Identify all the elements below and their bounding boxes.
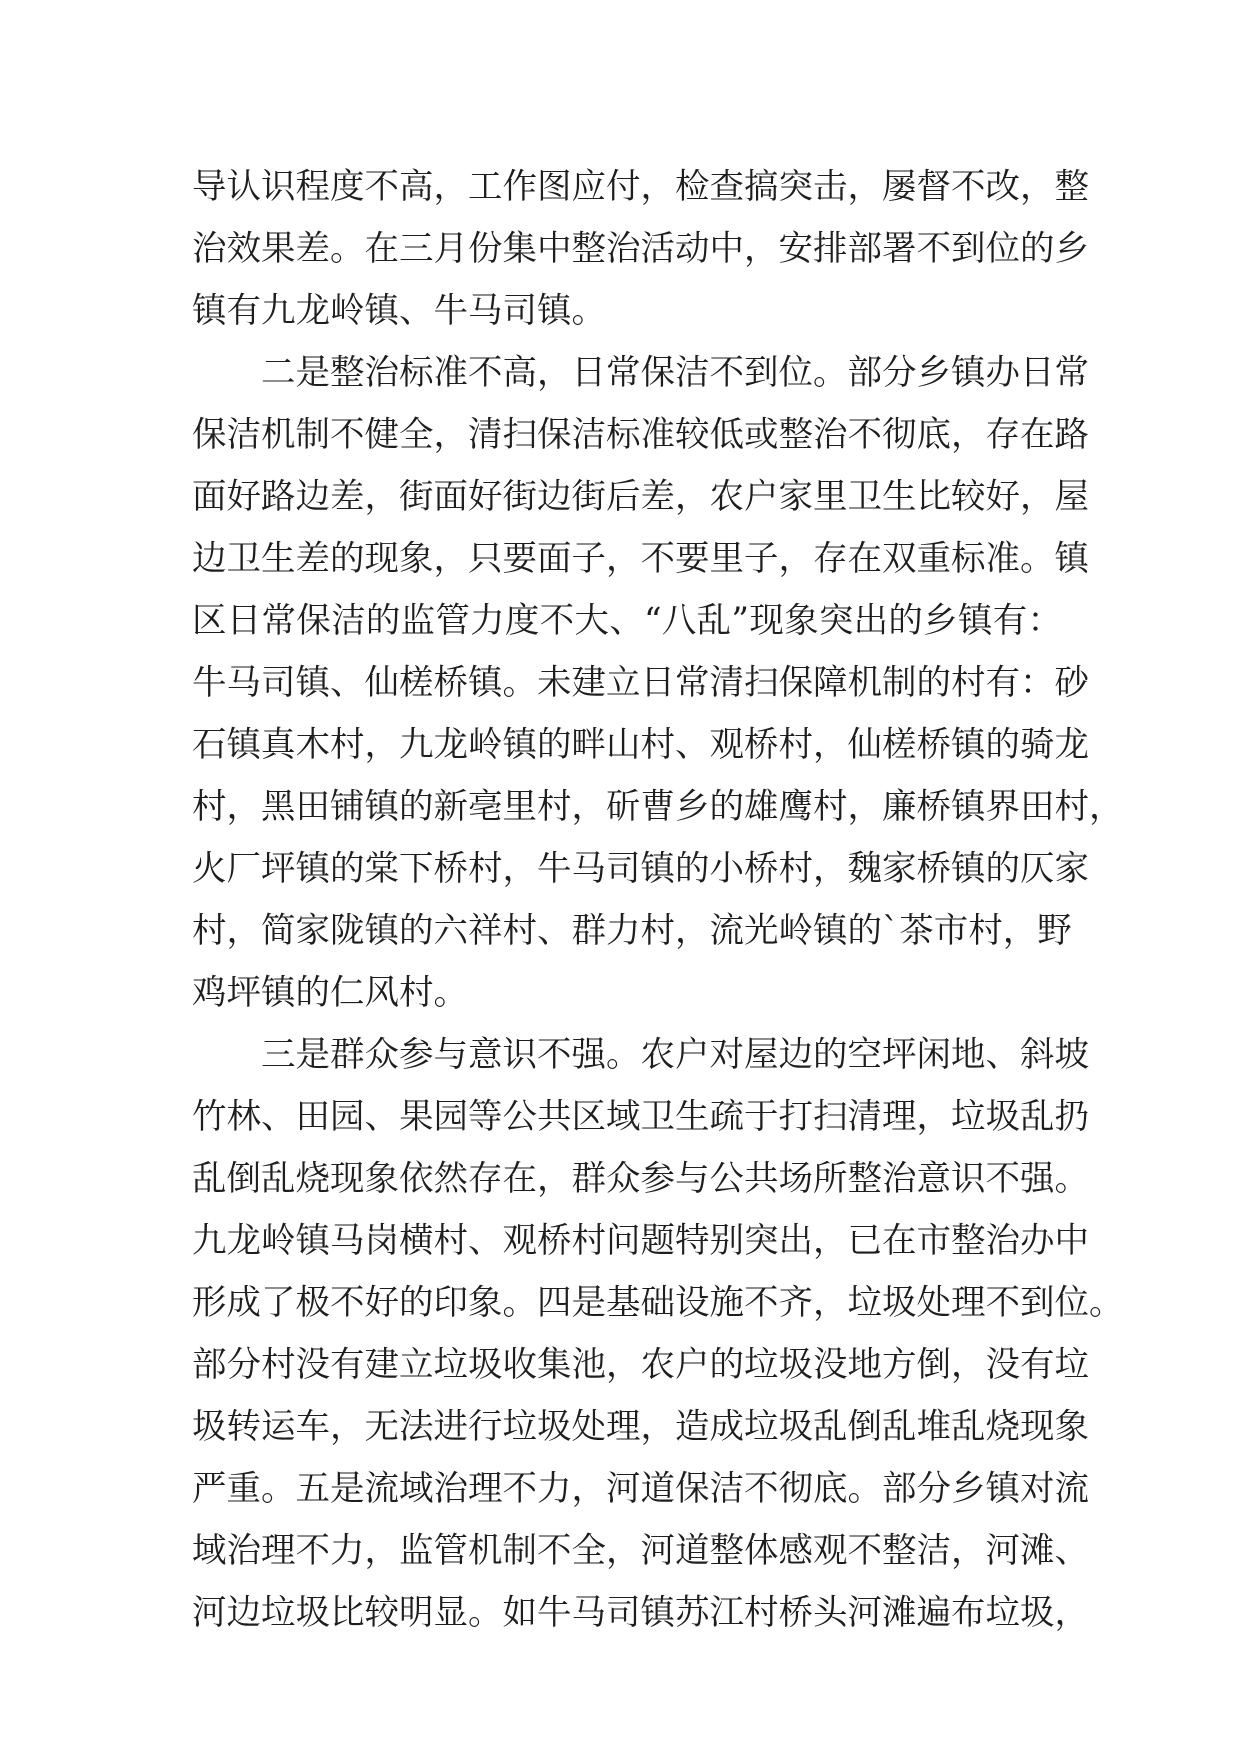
text-line: 面好路边差，街面好街边街后差，农户家里卫生比较好，屋	[192, 477, 1089, 517]
text-line: 九龙岭镇马岗横村、观桥村问题特别突出，已在市整治办中	[192, 1221, 1089, 1261]
document-body	[192, 156, 1124, 1644]
text-line: 鸡坪镇的仁风村。	[192, 973, 468, 1013]
text-line: 竹林、田园、果园等公共区域卫生疏于打扫清理，垃圾乱扔	[192, 1097, 1089, 1137]
text-line: 边卫生差的现象，只要面子，不要里子，存在双重标准。镇	[192, 539, 1089, 579]
text-line: 部分村没有建立垃圾收集池，农户的垃圾没地方倒，没有垃	[192, 1345, 1089, 1385]
text-line: 石镇真木村，九龙岭镇的畔山村、观桥村，仙槎桥镇的骑龙	[192, 725, 1089, 765]
text-line: 严重。五是流域治理不力，河道保洁不彻底。部分乡镇对流	[192, 1469, 1089, 1509]
text-line: 圾转运车，无法进行垃圾处理，造成垃圾乱倒乱堆乱烧现象	[192, 1407, 1089, 1447]
text-line: 区日常保洁的监管力度不大、“八乱”现象突出的乡镇有：	[192, 601, 1062, 641]
text-line: 乱倒乱烧现象依然存在，群众参与公共场所整治意识不强。	[192, 1159, 1089, 1199]
text-line: 牛马司镇、仙槎桥镇。未建立日常清扫保障机制的村有：砂	[192, 663, 1089, 703]
text-line: 河边垃圾比较明显。如牛马司镇苏江村桥头河滩遍布垃圾，	[192, 1593, 1089, 1633]
text-line: 形成了极不好的印象。四是基础设施不齐，垃圾处理不到位。	[192, 1283, 1124, 1323]
text-line: 治效果差。在三月份集中整治活动中，安排部署不到位的乡	[192, 229, 1089, 269]
text-line: 村，黑田铺镇的新亳里村，斫曹乡的雄鹰村，廉桥镇界田村，	[192, 787, 1124, 827]
text-line: 导认识程度不高，工作图应付，检查搞突击，屡督不改，整	[192, 167, 1089, 207]
text-line: 域治理不力，监管机制不全，河道整体感观不整洁，河滩、	[192, 1531, 1089, 1571]
paragraph-2-first-line: 二是整治标准不高，日常保洁不到位。部分乡镇办日常	[261, 353, 1089, 393]
paragraph-3-first-line: 三是群众参与意识不强。农户对屋边的空坪闲地、斜坡	[261, 1035, 1089, 1075]
text-line: 保洁机制不健全，清扫保洁标准较低或整治不彻底，存在路	[192, 415, 1089, 455]
text-line: 火厂坪镇的棠下桥村，牛马司镇的小桥村，魏家桥镇的仄家	[192, 849, 1089, 889]
text-line: 村，简家陇镇的六祥村、群力村，流光岭镇的`茶市村，野	[192, 911, 1072, 951]
text-line: 镇有九龙岭镇、牛马司镇。	[192, 291, 606, 331]
